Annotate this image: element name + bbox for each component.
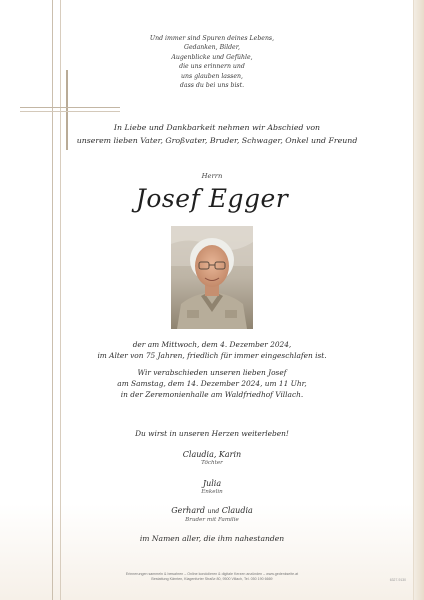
farewell-line: Wir verabschieden unseren lieben Josef — [137, 368, 287, 377]
mourner-name: Claudia — [221, 506, 253, 515]
honorific: Herrn — [201, 172, 223, 180]
poem-line: dass du bei uns bist. — [179, 82, 245, 90]
closing-line: im Namen aller, die ihm nahestanden — [139, 534, 285, 543]
intro-text — [70, 122, 364, 147]
farewell-notice — [60, 367, 364, 401]
portrait-image — [171, 226, 253, 329]
mourner-name: Gerhard — [171, 506, 206, 515]
poem-line: die uns erinnern und — [179, 63, 245, 71]
death-notice — [60, 339, 364, 361]
mourner-names — [60, 506, 364, 517]
mourner-entry — [60, 450, 364, 467]
poem — [60, 34, 364, 90]
portrait-photo — [171, 226, 253, 329]
mourner-conjunction: und — [207, 508, 220, 515]
mourner-relation: Töchter — [201, 460, 223, 466]
poem-line: Augenblicke und Gefühle, — [171, 53, 253, 61]
footer-line: Erinnerungen sammeln & bewahren – Online kondolieren & digitale Kerzen anzünden – www.gedenkseite.at — [125, 572, 299, 576]
decorative-border-line — [413, 0, 414, 600]
footer-line: Bestattung Kärnten, Klagenfurter Straße 80, 9500 Villach, Tel. 050 190 6669 — [151, 577, 273, 581]
footer — [60, 572, 364, 582]
poem-line: uns glauben lassen, — [181, 72, 243, 80]
mourner-relation: Enkelin — [201, 489, 223, 495]
farewell-line: in der Zeremonienhalle am Waldfriedhof Villach. — [120, 390, 304, 400]
mourner-entry — [60, 479, 364, 496]
poem-line: Und immer sind Spuren deines Lebens, — [149, 35, 275, 42]
cross-icon-bar — [20, 111, 120, 112]
mourner-entry — [60, 506, 364, 524]
mourner-relation: Bruder mit Familie — [185, 517, 239, 523]
deceased-name: Josef Egger — [135, 184, 289, 213]
intro-line: unserem lieben Vater, Großvater, Bruder, Schwager, Onkel und Freund — [76, 135, 358, 145]
death-notice-line: im Alter von 75 Jahren, friedlich für immer eingeschlafen ist. — [97, 351, 327, 361]
cross-icon-bar — [20, 107, 120, 108]
decorative-border — [414, 0, 424, 600]
decorative-vertical-line — [52, 0, 53, 600]
hearts-line: Du wirst in unseren Herzen weiterleben! — [135, 429, 289, 438]
mourner-names: Julia — [202, 479, 222, 488]
mourner-names: Claudia, Karin — [182, 450, 242, 459]
print-code: 6327-9130 — [389, 578, 406, 582]
death-notice-line: der am Mittwoch, dem 4. Dezember 2024, — [132, 340, 292, 349]
poem-line: Gedanken, Bilder, — [184, 44, 240, 52]
intro-line: In Liebe und Dankbarkeit nehmen wir Abschied von — [113, 123, 321, 132]
farewell-line: am Samstag, dem 14. Dezember 2024, um 11 Uhr, — [117, 379, 307, 389]
